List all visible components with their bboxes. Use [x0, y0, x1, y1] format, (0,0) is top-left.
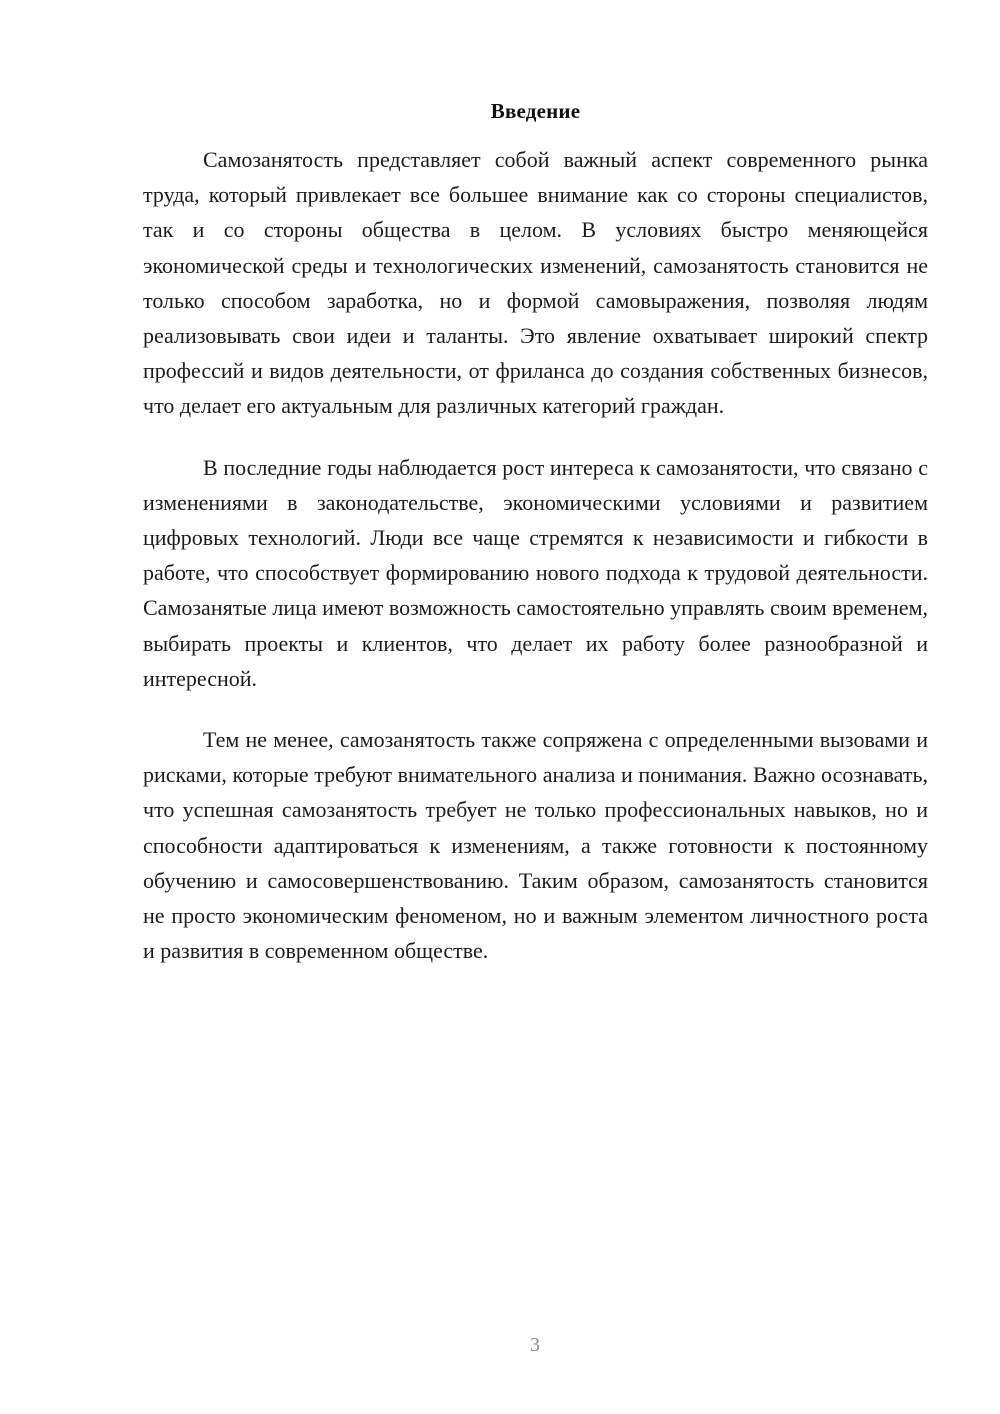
section-heading: Введение — [490, 99, 581, 123]
paragraph-2: В последние годы наблюдается рост интереса к самозанятости, что связано с изменениями в законодательстве, экономическими условиями и развитием цифровых технологий. Люди все чаще стремятся к независимости и гибкости в работе, что способствует формированию нового подхода к трудовой деятельности. Самозанятые лица имеют возможность самостоятельно управлять своим временем, выбирать проекты и клиентов, что делает их работу более разнообразной и интересной. — [143, 454, 928, 691]
paragraph-3: Тем не менее, самозанятость также сопряжена с определенными вызовами и рисками, которые требуют внимательного анализа и понимания. Важно осознавать, что успешная самозанятость требует не только профессиональных навыков, но и способности адаптироваться к изменениям, а также готовности к постоянному обучению и самосовершенствованию. Таким образом, самозанятость становится не просто экономическим феноменом, но и важным элементом личностного роста и развития в современном обществе. — [143, 727, 928, 964]
page-number: 3 — [530, 1334, 540, 1356]
page-content — [143, 96, 928, 994]
paragraph-1: Самозанятость представляет собой важный аспект современного рынка труда, который привлекает все большее внимание как со стороны специалистов, так и со стороны общества в целом. В условиях быстро меняющейся экономической среды и технологических изменений, самозанятость становится не только способом заработка, но и формой самовыражения, позволяя людям реализовывать свои идеи и таланты. Это явление охватывает широкий спектр профессий и видов деятельности, от фриланса до создания собственных бизнесов, что делает его актуальным для различных категорий граждан. — [143, 147, 928, 419]
